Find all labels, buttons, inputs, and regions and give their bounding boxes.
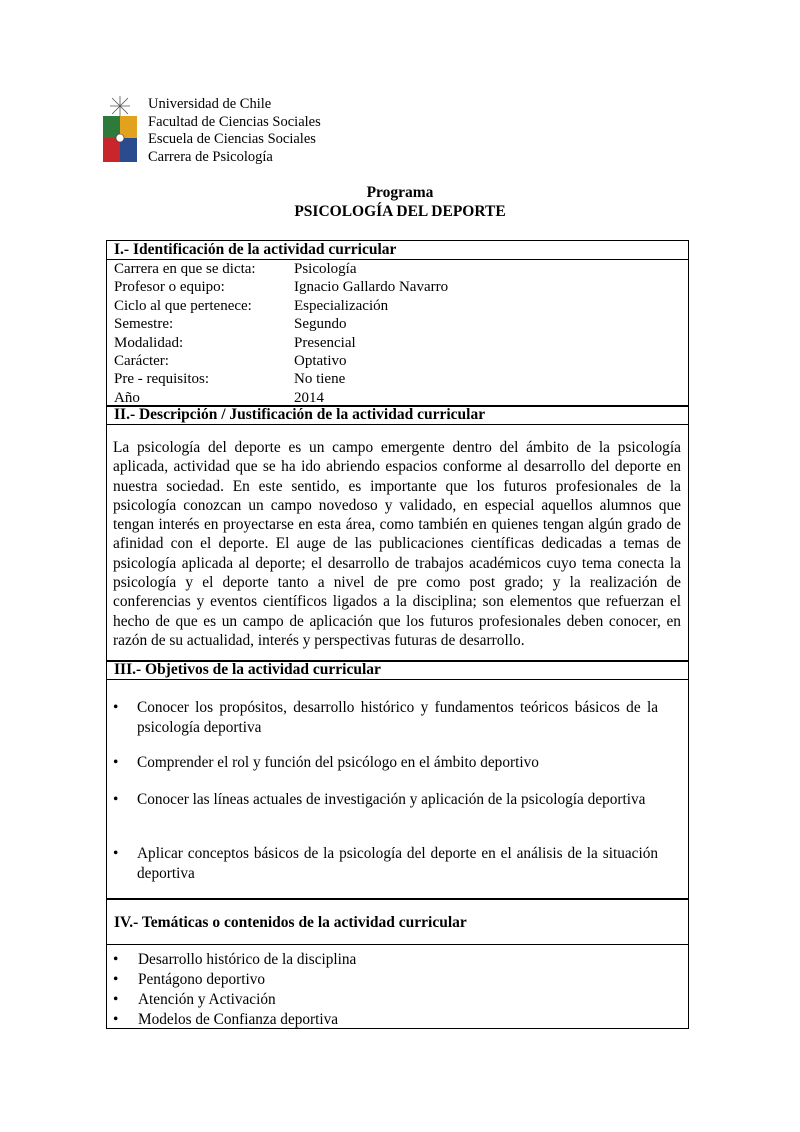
- university-crest-logo: [100, 94, 140, 166]
- bullet-icon: •: [113, 754, 119, 771]
- section-heading: III.- Objetivos de la actividad curricular: [107, 661, 688, 680]
- field-value: Presencial: [294, 334, 356, 351]
- identification-row: [107, 278, 688, 296]
- field-label: Carrera en que se dicta:: [114, 261, 256, 277]
- university-name: Universidad de Chile: [148, 96, 272, 112]
- faculty-name: Facultad de Ciencias Sociales: [148, 113, 321, 130]
- field-label: Ciclo al que pertenece:: [114, 297, 252, 314]
- bullet-icon: •: [113, 951, 119, 968]
- identification-row: [107, 334, 688, 352]
- section-heading: IV.- Temáticas o contenidos de la actividad curricular: [107, 899, 688, 945]
- course-title: PSICOLOGÍA DEL DEPORTE: [294, 203, 506, 220]
- identification-row: [107, 297, 688, 315]
- description-paragraph: La psicología del deporte es un campo emergente dentro del ámbito de la psicología aplicada, actividad que se ha ido abriendo espacios conforme al desarrollo del deporte en nuestra sociedad. En este sentido, es importante que los futuros profesionales de la psicología conozcan un campo novedoso y validado, en especial aquellos alumnos que tengan interés en proyectarse en esta área, como también en quienes tengan algún grado de afinidad con el deporte. El auge de las publicaciones científicas dedicadas a temas de psicología aplicada al deporte; el desarrollo de trabajos académicos cuyo tema conecta la psicología y el deporte tanto a nivel de pre como post grado; y la realización de conferencias y eventos científicos ligados a la disciplina; son elementos que refuerzan el hecho de que es un campo de aplicación que los futuros profesionales deben conocer, en razón de su actualidad, interés y perspectivas futuras de desarrollo.: [113, 439, 681, 649]
- section-heading: II.- Descripción / Justificación de la actividad curricular: [107, 406, 688, 425]
- identification-row: [107, 352, 688, 370]
- identification-row: [107, 370, 688, 388]
- objective-item: • Comprender el rol y función del psicólogo en el ámbito deportivo: [113, 754, 539, 771]
- field-value: Psicología: [294, 261, 357, 277]
- program-label: Programa: [366, 184, 434, 201]
- field-label: Carácter:: [114, 353, 169, 370]
- institution-header: [148, 96, 321, 166]
- bullet-icon: •: [113, 791, 119, 808]
- objective-item: • Conocer los propósitos, desarrollo histórico y fundamentos teóricos básicos de la psicología deportiva: [113, 699, 658, 736]
- section-heading: I.- Identificación de la actividad curricular: [107, 241, 688, 260]
- section-identification: [106, 240, 689, 407]
- bullet-icon: •: [113, 1011, 119, 1028]
- field-value: No tiene: [294, 371, 346, 388]
- objective-item: • Aplicar conceptos básicos de la psicología del deporte en el análisis de la situación deportiva: [113, 845, 658, 882]
- field-label: Pre - requisitos:: [114, 371, 209, 388]
- bullet-icon: •: [113, 845, 119, 862]
- field-value: Ignacio Gallardo Navarro: [294, 279, 449, 296]
- field-label: Modalidad:: [114, 334, 184, 351]
- contents-list: [113, 950, 356, 1030]
- content-item: • Pentágono deportivo: [113, 971, 266, 988]
- bullet-icon: •: [113, 991, 119, 1008]
- objective-item: • Conocer las líneas actuales de investigación y aplicación de la psicología deportiva: [113, 791, 646, 808]
- field-label: Año: [114, 389, 140, 406]
- content-item: • Atención y Activación: [113, 991, 276, 1008]
- school-name: Escuela de Ciencias Sociales: [148, 131, 316, 147]
- bullet-icon: •: [113, 971, 119, 988]
- content-item: • Desarrollo histórico de la disciplina: [113, 951, 357, 968]
- field-value: Segundo: [294, 316, 347, 333]
- identification-row: [107, 260, 688, 278]
- career-name: Carrera de Psicología: [148, 148, 273, 165]
- content-item: • Modelos de Confianza deportiva: [113, 1011, 339, 1028]
- field-value: 2014: [294, 389, 324, 406]
- field-label: Profesor o equipo:: [114, 279, 225, 296]
- field-value: Especialización: [294, 297, 389, 314]
- field-label: Semestre:: [114, 316, 174, 333]
- bullet-icon: •: [113, 699, 119, 716]
- field-value: Optativo: [294, 353, 347, 370]
- identification-row: [107, 315, 688, 333]
